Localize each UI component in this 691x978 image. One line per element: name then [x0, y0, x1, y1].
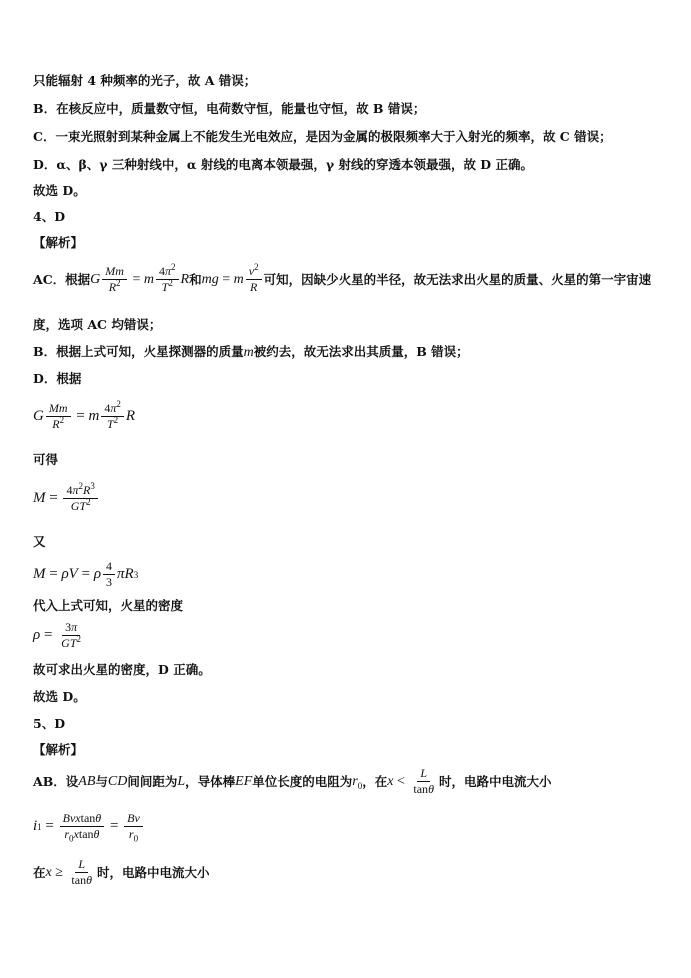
math-variable: CD [107, 773, 128, 789]
equation-gravity: G $\frac{Mm}{R^2}$ = m $\frac{4\pi^2}{T^2}$ R [33, 399, 136, 431]
text-segment: 时，电路中电流大小 [97, 864, 210, 880]
text-segment: 单位长度的电阻为 [252, 773, 353, 789]
text-line: 故选 D。 [33, 183, 86, 198]
text-line: 又 [33, 534, 46, 549]
equation-mass: M = $\frac{4\pi^2R^3}{GT^2}$ [33, 484, 100, 513]
math-variable: m [243, 345, 254, 360]
text-segment: ，在 [362, 773, 388, 789]
condition-formula: x ≥ $\frac{L}{\tan\theta}$ [45, 857, 92, 887]
answer-heading: 5、D [33, 716, 66, 731]
text-line: 故可求出火星的密度，D 正确。 [33, 662, 211, 677]
gravity-formula: G $\frac{Mm}{R^2}$ = m $\frac{4\pi^2}{T^2}$ R [90, 262, 190, 294]
equation-density-volume: M = ρV = ρ $\frac{4}{3}$ πR 3 [33, 559, 139, 589]
answer-heading: 4、D [33, 209, 66, 224]
text-line: 故选 D。 [33, 689, 86, 704]
text-line: B．在核反应中，质量数守恒，电荷数守恒，能量也守恒，故 B 错误； [33, 101, 426, 116]
text-segment: B．根据上式可知，火星探测器的质量 [33, 344, 244, 359]
text-segment: 间间距为 [127, 773, 178, 789]
equation-density: ρ = $\frac{3\pi}{GT^2}$ [33, 620, 82, 650]
text-line-with-formula [33, 262, 652, 294]
text-segment: AB．设 [33, 773, 79, 789]
math-variable: EF [235, 773, 253, 789]
text-line: 只能辐射 4 种频率的光子，故 A 错误； [33, 73, 257, 88]
text-line-with-formula [33, 767, 551, 796]
text-line: C．一束光照射到某种金属上不能发生光电效应，是因为金属的极限频率大于入射光的频率，故 C 错误； [33, 129, 612, 144]
analysis-heading: 【解析】 [33, 742, 84, 757]
text-segment: 和 [189, 271, 202, 287]
text-line-with-formula [33, 858, 210, 887]
text-segment: 被约去，故无法求出其质量，B 错误； [253, 344, 469, 359]
math-variable: AB [78, 773, 96, 789]
analysis-heading: 【解析】 [33, 235, 84, 250]
text-segment: 可知，因缺少火星的半径，故无法求出火星的质量、火星的第一宇宙速 [263, 271, 652, 287]
text-segment: 在 [33, 864, 46, 880]
text-line: 度，选项 AC 均错误； [33, 317, 162, 332]
text-line: 可得 [33, 452, 59, 467]
text-segment: AC．根据 [33, 271, 91, 287]
equation-current: i 1 = $\frac{\text{Bvxtanθ}}{r_0xtan\theta}$ = $\frac{Bv}{r_0}$ [33, 812, 145, 841]
text-segment: 时，电路中电流大小 [438, 773, 552, 789]
weight-formula: mg = m $\frac{v^2}{R}$ [202, 265, 264, 294]
text-line [33, 344, 469, 361]
text-line: 代入上式可知，火星的密度 [33, 598, 184, 613]
text-segment: 与 [95, 773, 108, 789]
text-segment: ，导体棒 [185, 773, 236, 789]
math-variable: L [177, 773, 186, 789]
text-line: D．α、β、γ 三种射线中，α 射线的电离本领最强，γ 射线的穿透本领最强，故 D 正确。 [33, 157, 533, 172]
condition-formula: x < $\frac{L}{\tan\theta}$ [387, 766, 434, 796]
text-line: D．根据 [33, 371, 82, 386]
math-variable: $r_0$ [352, 773, 363, 791]
